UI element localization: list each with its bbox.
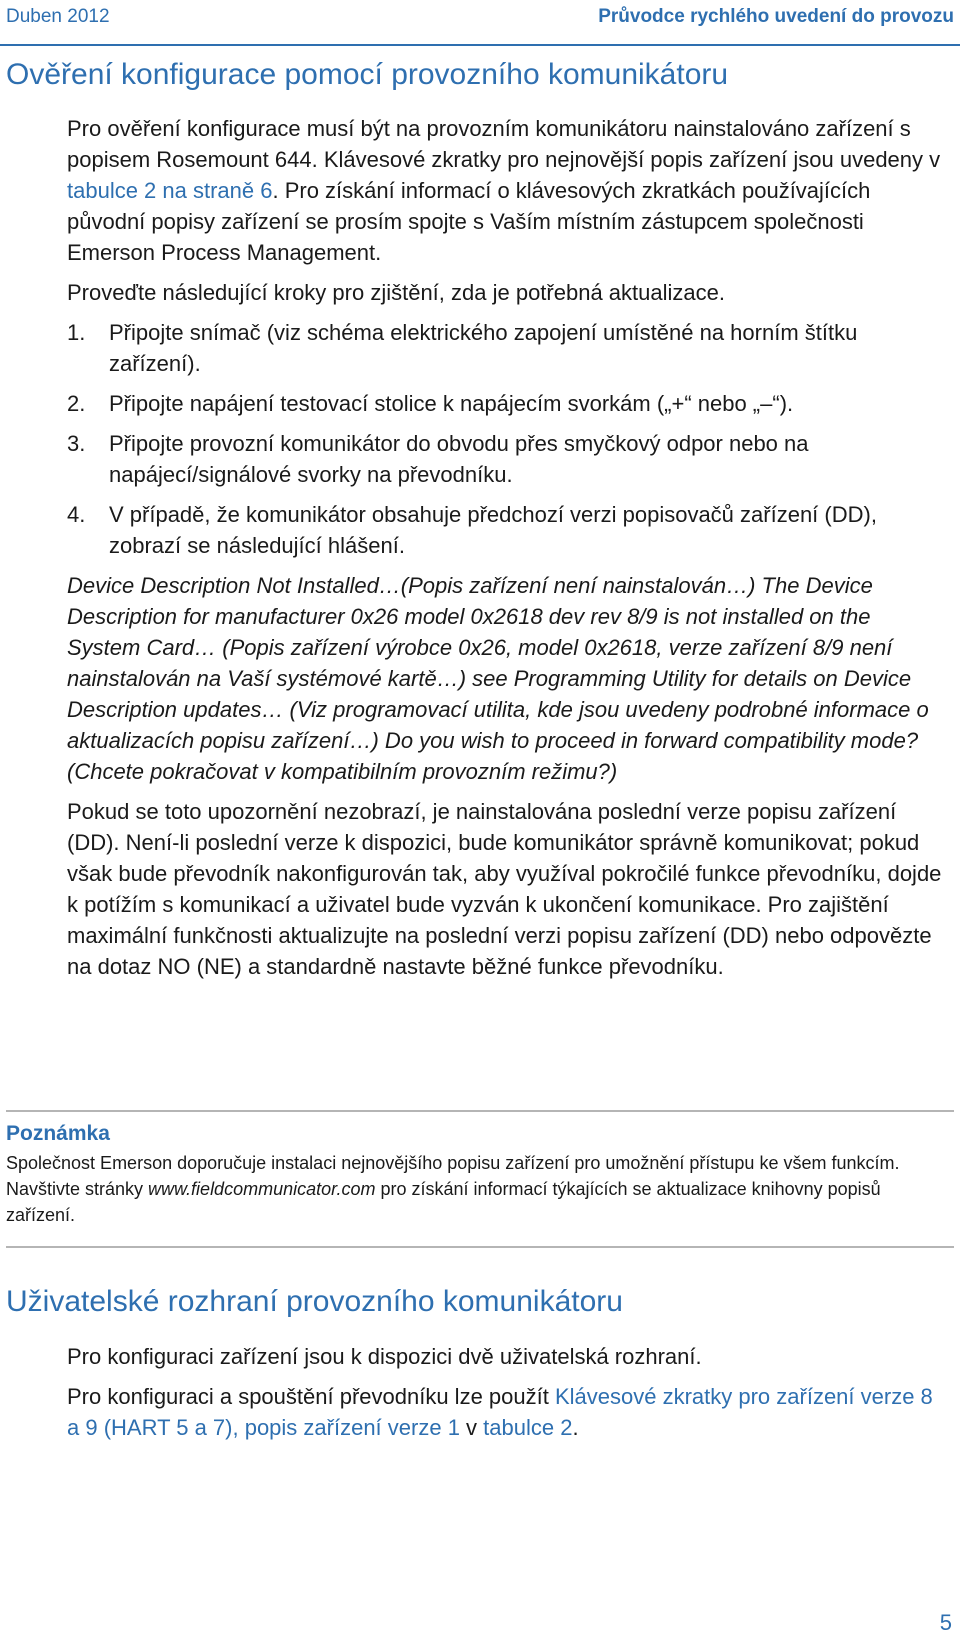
table-2-link-2[interactable]: tabulce 2 bbox=[483, 1415, 573, 1440]
device-message: Device Description Not Installed…(Popis zařízení není nainstalován…) The Device Description for manufacturer 0x26 model 0x2618 dev rev 8/9 is not installed on the System Card… (Popis zařízení výrobce 0x26, model 0x2618, verze zařízení 8/9 není nainstalován na Vaší systémové kartě…) see Programming Utility for details on Device Description updates… (Viz programovací utilita, kde jsou uvedeny podrobné informace o aktualizacích popisu zařízení…) Do you wish to proceed in forward compatibility mode? (Chcete pokračovat v kompatibilním provozním režimu?) bbox=[67, 573, 929, 784]
page-header bbox=[0, 0, 960, 44]
list-item: 2. Připojte napájení testovací stolice k napájecím svorkám („+“ nebo „–“). bbox=[67, 391, 794, 416]
ui-paragraph: Pro konfiguraci zařízení jsou k dispozici dvě uživatelská rozhraní. bbox=[67, 1344, 702, 1369]
note-top-rule bbox=[6, 1110, 954, 1112]
note-box bbox=[6, 1122, 954, 1228]
header-title: Průvodce rychlého uvedení do provozu bbox=[598, 6, 954, 27]
section-ui-body bbox=[67, 1341, 947, 1452]
section-verification-body bbox=[67, 113, 947, 991]
list-item: 3. Připojte provozní komunikátor do obvodu přes smyčkový odpor nebo na napájecí/signálové svorky na převodníku. bbox=[67, 431, 809, 487]
note-bottom-rule bbox=[6, 1246, 954, 1248]
intro-paragraph: Pro ověření konfigurace musí být na provozním komunikátoru nainstalováno zařízení s popisem Rosemount 644. Klávesové zkratky pro nejnovější popis zařízení jsou uvedeny v tabulce 2 na straně 6. Pro získání informací o klávesových zkratkách používajících původní popisy zařízení se prosím spojte s Vaším místním zástupcem společnosti Emerson Process Management. bbox=[67, 116, 941, 265]
list-item: 4. V případě, že komunikátor obsahuje předchozí verzi popisovačů zařízení (DD), zobrazí se následující hlášení. bbox=[67, 502, 877, 558]
note-title: Poznámka bbox=[6, 1122, 110, 1145]
table-2-link[interactable]: tabulce 2 na straně 6 bbox=[67, 178, 273, 203]
list-item: 1. Připojte snímač (viz schéma elektrického zapojení umístěné na horním štítku zařízení). bbox=[67, 320, 858, 376]
ui-paragraph-2: Pro konfiguraci a spouštění převodníku lze použít Klávesové zkratky pro zařízení verze 8 a 9 (HART 5 a 7), popis zařízení verze 1 v tabulce 2. bbox=[67, 1384, 933, 1440]
note-text: Společnost Emerson doporučuje instalaci nejnovějšího popisu zařízení pro umožnění přístupu ke všem funkcím. Navštivte stránky www.fieldcommunicator.com pro získání informací týkajících se aktualizace knihovny popisů zařízení. bbox=[6, 1153, 900, 1225]
steps-intro: Proveďte následující kroky pro zjištění, zda je potřebná aktualizace. bbox=[67, 280, 725, 305]
fieldcommunicator-link[interactable]: www.fieldcommunicator.com bbox=[148, 1179, 376, 1199]
section-heading-ui: Uživatelské rozhraní provozního komunikátoru bbox=[6, 1285, 623, 1318]
section-heading-verification: Ověření konfigurace pomocí provozního komunikátoru bbox=[6, 58, 729, 91]
result-paragraph: Pokud se toto upozornění nezobrazí, je nainstalována poslední verze popisu zařízení (DD). Není-li poslední verze k dispozici, bude komunikátor správně komunikovat; pokud však bude převodník nakonfigurován tak, aby využíval pokročilé funkce převodníku, dojde k potížím s komunikací a uživatel bude vyzván k ukončení komunikace. Pro zajištění maximální funkčnosti aktualizujte na poslední verzi popisu zařízení (DD) nebo odpovězte na dotaz NO (NE) a standardně nastavte běžné funkce převodníku. bbox=[67, 799, 942, 979]
steps-list bbox=[67, 317, 947, 561]
header-rule bbox=[0, 44, 960, 46]
fast-keys-link[interactable]: Klávesové zkratky pro zařízení verze 8 a 9 (HART 5 a 7), popis zařízení verze 1 bbox=[67, 1384, 933, 1440]
page-number: 5 bbox=[939, 1610, 952, 1635]
header-date: Duben 2012 bbox=[6, 6, 110, 27]
